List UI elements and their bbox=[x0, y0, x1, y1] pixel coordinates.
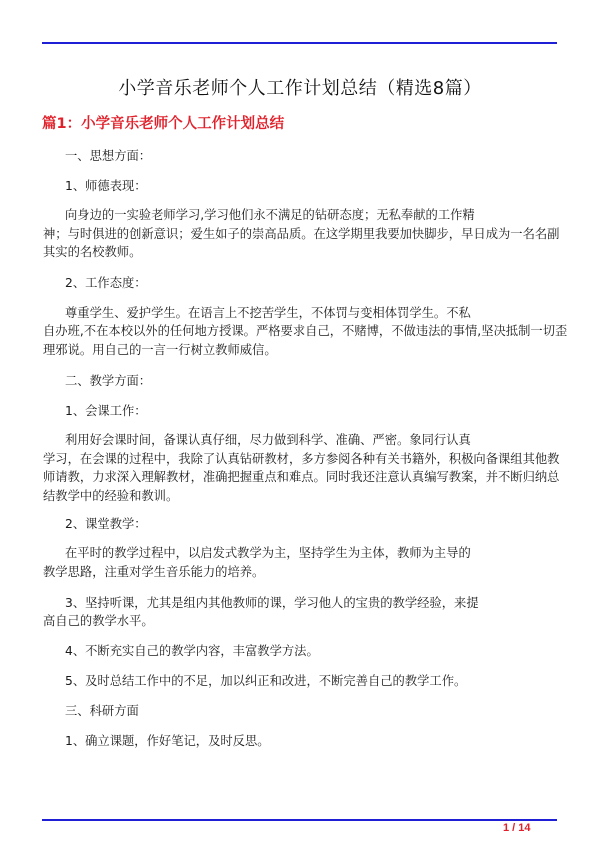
subheading-classroom-teaching: 2、课堂教学： bbox=[65, 517, 147, 531]
paragraph-line: 尊重学生、爱护学生。在语言上不挖苦学生，不体罚与变相体罚学生。不私 bbox=[65, 306, 471, 320]
list-item: 3、坚持听课，尤其是组内其他教师的课，学习他人的宝贵的教学经验，来提 bbox=[65, 596, 479, 610]
paragraph-line: 自办班,不在本校以外的任何地方授课。严格要求自己，不赌博，不做违法的事情,坚决抵制一切歪 bbox=[43, 324, 568, 338]
list-item: 5、及时总结工作中的不足，加以纠正和改进，不断完善自己的教学工作。 bbox=[65, 674, 467, 688]
paragraph-line: 理邪说。用自己的一言一行树立教师威信。 bbox=[43, 343, 277, 357]
paragraph-line: 向身边的一实验老师学习,学习他们永不满足的钻研态度；无私奉献的工作精 bbox=[65, 208, 475, 222]
section-heading: 篇1：小学音乐老师个人工作计划总结 bbox=[42, 116, 285, 132]
paragraph-line: 结教学中的经验和教训。 bbox=[43, 489, 179, 503]
header-rule bbox=[42, 42, 557, 44]
paragraph-line: 学习，在会课的过程中，我除了认真钻研教材，多方参阅各种有关书籍外，积极向备课组其他教 bbox=[43, 452, 560, 466]
paragraph-line: 利用好会课时间，备课认真仔细，尽力做到科学、准确、严密。象同行认真 bbox=[65, 433, 471, 447]
heading-ideology: 一、思想方面： bbox=[65, 149, 152, 163]
subheading-teacher-ethics: 1、师德表现： bbox=[65, 179, 147, 193]
paragraph-line: 在平时的教学过程中，以启发式教学为主，坚持学生为主体，教师为主导的 bbox=[65, 546, 471, 560]
paragraph-line: 其实的名校教师。 bbox=[43, 245, 142, 259]
paragraph-line: 高自己的教学水平。 bbox=[43, 614, 154, 628]
paragraph-line: 教学思路，注重对学生音乐能力的培养。 bbox=[43, 565, 265, 579]
paragraph-line: 师请教，力求深入理解教材，准确把握重点和难点。同时我还注意认真编写教案，并不断归纳总 bbox=[43, 470, 560, 484]
heading-research: 三、科研方面 bbox=[65, 704, 139, 718]
subheading-lesson-prep: 1、会课工作： bbox=[65, 404, 147, 418]
heading-teaching: 二、教学方面： bbox=[65, 374, 152, 388]
subheading-work-attitude: 2、工作态度： bbox=[65, 276, 147, 290]
list-item: 4、不断充实自己的教学内容，丰富教学方法。 bbox=[65, 644, 319, 658]
page-number: 1 / 14 bbox=[503, 822, 531, 834]
footer-rule bbox=[42, 819, 557, 821]
list-item: 1、确立课题，作好笔记，及时反思。 bbox=[65, 734, 270, 748]
document-title: 小学音乐老师个人工作计划总结（精选8篇） bbox=[118, 78, 482, 99]
paragraph-line: 神；与时俱进的创新意识；爱生如子的崇高品质。在这学期里我要加快脚步，早日成为一名名副 bbox=[43, 227, 560, 241]
